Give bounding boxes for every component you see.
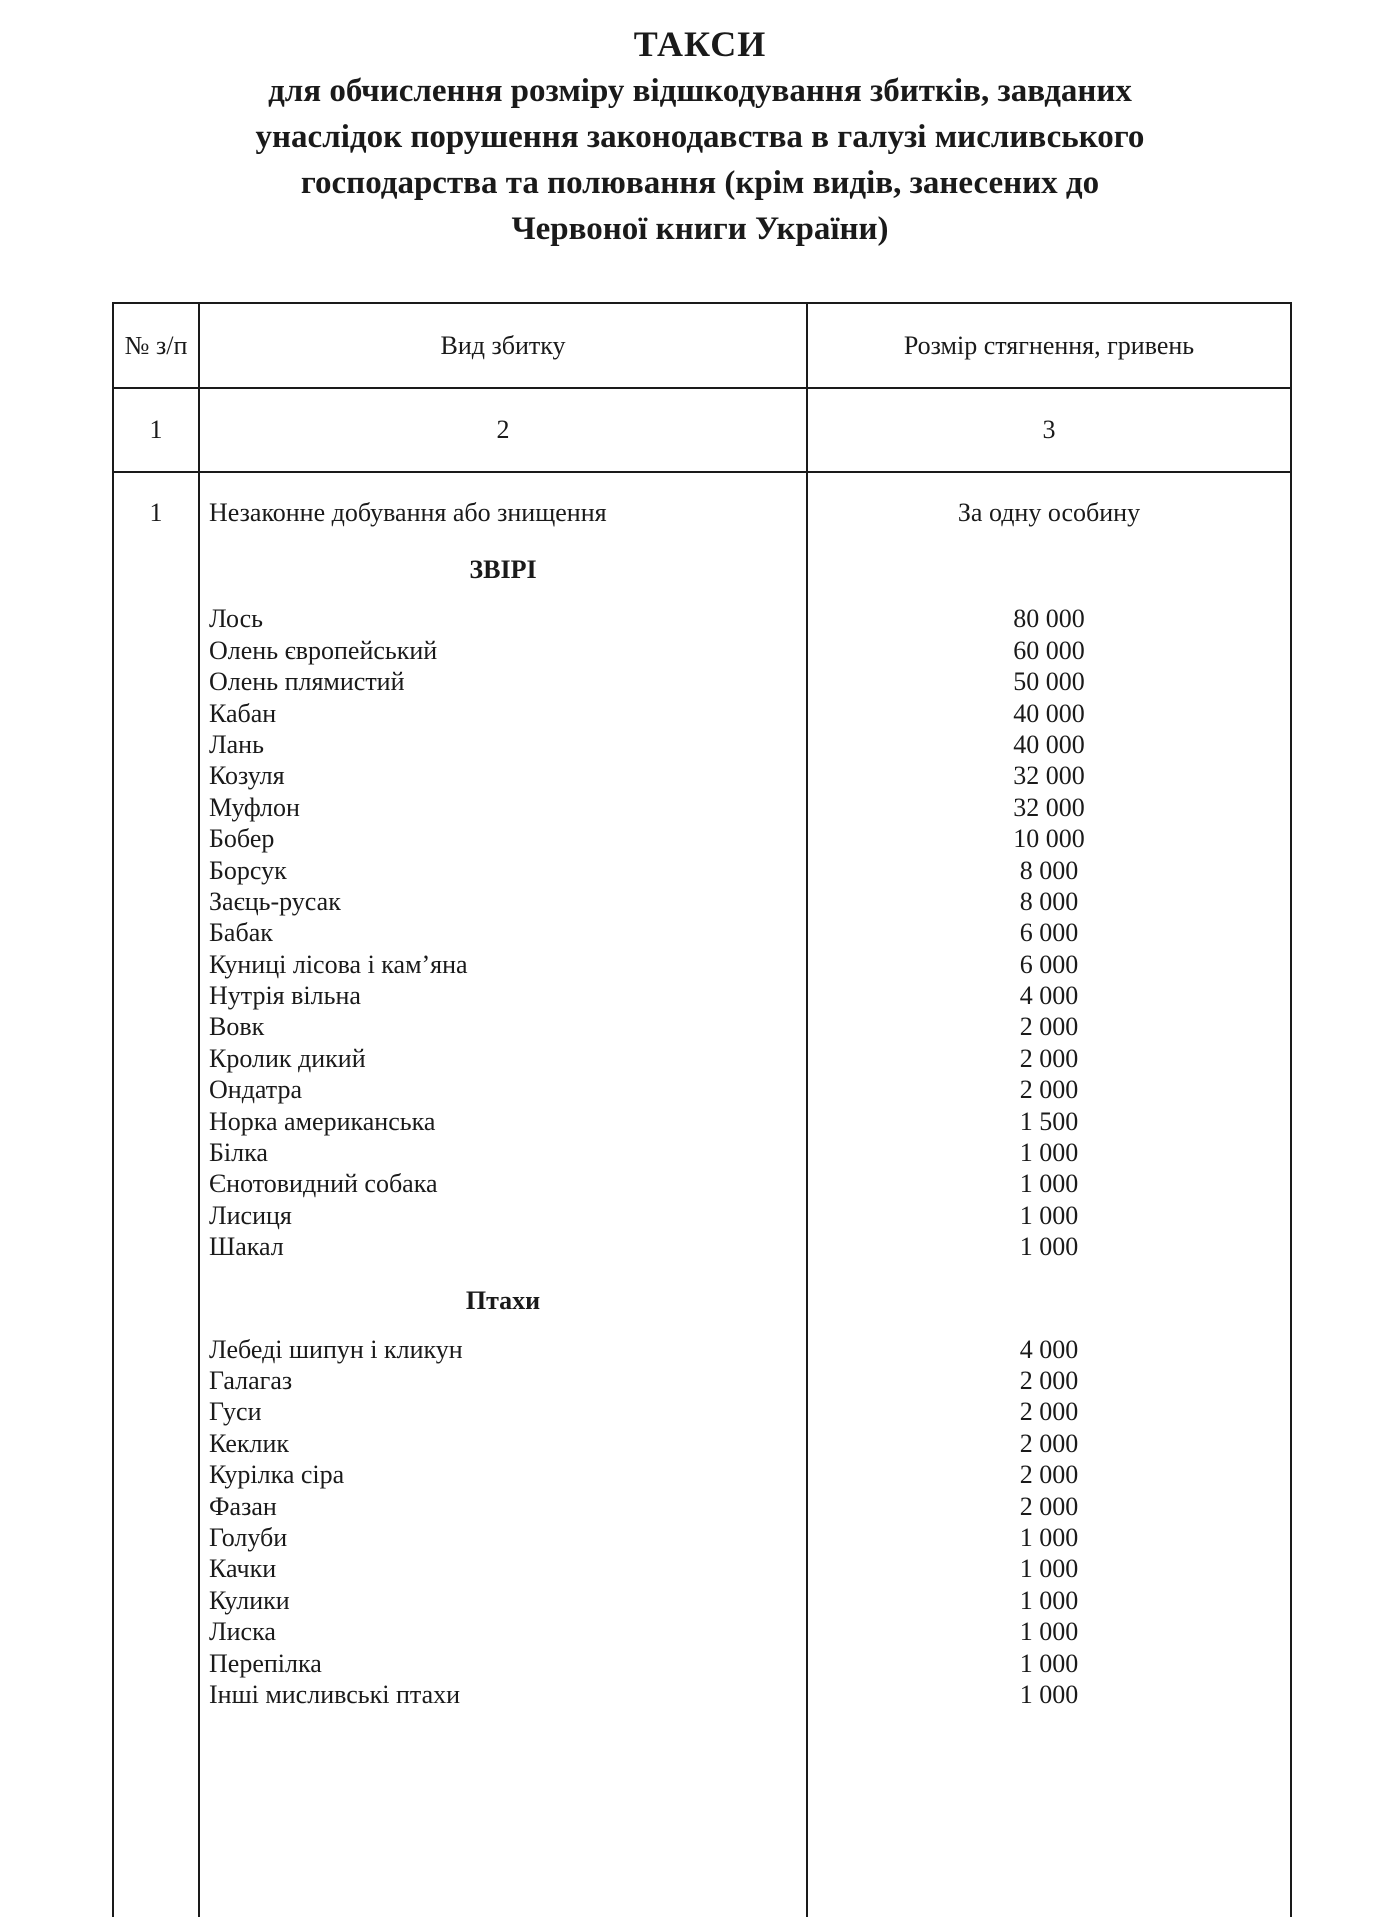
species-name: Кеклик (209, 1428, 290, 1458)
species-name: Інші мисливські птахи (209, 1679, 461, 1709)
species-name: Муфлон (209, 792, 300, 822)
table-header-row (113, 303, 1291, 388)
species-amount: 1 000 (1019, 1617, 1079, 1647)
species-amount: 10 000 (1013, 824, 1085, 854)
species-name: Перепілка (209, 1648, 322, 1678)
species-name: Вовк (209, 1012, 265, 1042)
species-amount: 80 000 (1013, 604, 1085, 634)
document-title (0, 20, 1400, 252)
species-amount: 50 000 (1013, 667, 1085, 697)
species-amount: 2 000 (1019, 1428, 1079, 1458)
species-name: Шакал (209, 1232, 284, 1262)
row-number (113, 472, 199, 1917)
species-name: Куниці лісова і кам’яна (209, 949, 468, 979)
row-number-value: 1 (149, 498, 163, 527)
species-amount: 1 000 (1019, 1138, 1079, 1168)
section-title: Птахи (465, 1285, 541, 1315)
species-amount: 1 000 (1019, 1554, 1079, 1584)
species-amount: 1 000 (1019, 1200, 1079, 1230)
damage-type-cell (199, 472, 807, 1917)
species-name: Олень європейський (209, 635, 438, 665)
species-name: Фазан (209, 1491, 277, 1521)
species-name: Кулики (209, 1585, 290, 1615)
species-name: Лось (209, 604, 264, 634)
table-row (113, 472, 1291, 1917)
species-amount: 2 000 (1019, 1460, 1079, 1490)
species-name: Качки (209, 1554, 277, 1584)
species-amount: 1 000 (1019, 1169, 1079, 1199)
species-name: Курілка сіра (209, 1460, 345, 1490)
row-unit: За одну особину (957, 498, 1141, 527)
species-name: Білка (209, 1138, 268, 1168)
species-amount: 2 000 (1019, 1491, 1079, 1521)
species-amount: 8 000 (1019, 886, 1079, 916)
species-amount: 4 000 (1019, 981, 1079, 1011)
species-name: Галагаз (209, 1365, 293, 1395)
column-number: 3 (807, 388, 1291, 472)
species-amount: 1 000 (1019, 1232, 1079, 1262)
species-name: Лань (209, 729, 264, 759)
species-amount: 60 000 (1013, 635, 1085, 665)
species-name: Єнотовидний собака (209, 1169, 438, 1199)
row-description: Незаконне добування або знищення (209, 498, 607, 527)
section-title: ЗВІРІ (469, 555, 537, 585)
species-name: Кролик дикий (209, 1043, 366, 1073)
species-amount: 1 000 (1019, 1585, 1079, 1615)
column-number: 1 (113, 388, 199, 472)
title-line: Червоної книги України) (511, 211, 889, 247)
species-amount: 4 000 (1019, 1334, 1079, 1364)
species-name: Борсук (209, 855, 287, 885)
title-line: господарства та полювання (крім видів, занесених до (300, 165, 1100, 201)
species-name: Бабак (209, 918, 273, 948)
column-number: 2 (199, 388, 807, 472)
species-name: Голуби (209, 1522, 288, 1552)
species-amount: 6 000 (1019, 918, 1079, 948)
species-amount: 32 000 (1013, 792, 1085, 822)
species-name: Заєць-русак (209, 886, 341, 916)
header-penalty-amount: Розмір стягнення, гривень (807, 303, 1291, 388)
species-amount: 1 000 (1019, 1522, 1079, 1552)
species-amount: 2 000 (1019, 1365, 1079, 1395)
title-line: для обчислення розміру відшкодування збитків, завданих (268, 73, 1132, 109)
species-name: Козуля (209, 761, 285, 791)
species-amount: 1 000 (1019, 1648, 1079, 1678)
species-amount: 2 000 (1019, 1075, 1079, 1105)
header-number: № з/п (113, 303, 199, 388)
species-amount: 2 000 (1019, 1043, 1079, 1073)
species-name: Гуси (209, 1397, 262, 1427)
species-name: Нутрія вільна (209, 981, 361, 1011)
title-main: ТАКСИ (633, 24, 767, 64)
species-amount: 8 000 (1019, 855, 1079, 885)
species-amount: 2 000 (1019, 1012, 1079, 1042)
species-name: Лисиця (209, 1200, 292, 1230)
species-amount: 1 500 (1019, 1106, 1079, 1136)
species-name: Норка американська (209, 1106, 436, 1136)
species-amount: 1 000 (1019, 1679, 1079, 1709)
species-amount: 6 000 (1019, 949, 1079, 979)
species-amount: 2 000 (1019, 1397, 1079, 1427)
species-amount: 40 000 (1013, 698, 1085, 728)
species-name: Кабан (209, 698, 277, 728)
species-amount: 32 000 (1013, 761, 1085, 791)
column-number-row (113, 388, 1291, 472)
species-name: Ондатра (209, 1075, 303, 1105)
species-name: Лиска (209, 1617, 276, 1647)
tax-table (112, 302, 1292, 1917)
penalty-amount-cell (807, 472, 1291, 1917)
species-amount: 40 000 (1013, 729, 1085, 759)
species-name: Бобер (209, 824, 275, 854)
header-damage-type: Вид збитку (199, 303, 807, 388)
species-name: Лебеді шипун і кликун (209, 1334, 463, 1364)
title-line: унаслідок порушення законодавства в галузі мисливського (255, 119, 1145, 155)
species-name: Олень плямистий (209, 667, 405, 697)
